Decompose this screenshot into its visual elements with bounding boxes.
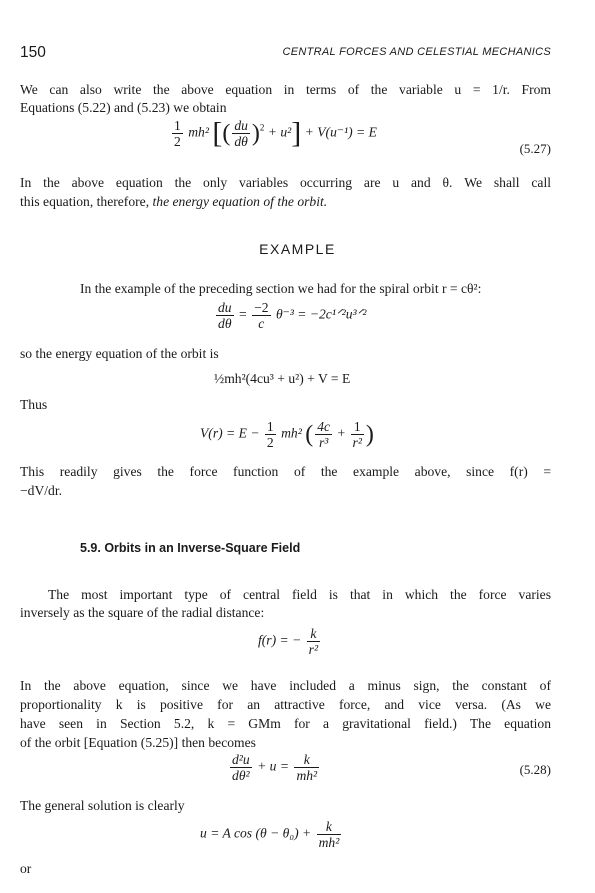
energy-equation-term: the energy equation of the orbit. [152, 194, 328, 209]
u-squared-term: + u² [267, 124, 292, 140]
paragraph-5-line-1: The general solution is clearly [20, 798, 185, 813]
equation-5-28: $\frac{\text{d²u}}{\text{dθ²}}$ + u = $\frac{k}{\text{mh²}}$ [232, 752, 318, 783]
so-line: so the energy equation of the orbit is [20, 346, 219, 361]
equation-number-5-27: (5.27) [519, 141, 551, 156]
general-solution-equation: u = A cos (θ − θ₀) + $\frac{k}{\text{mh²}}$ [200, 819, 340, 850]
page-number: 150 [20, 44, 46, 61]
half-fraction: $\frac{1}{2}$ [174, 118, 181, 149]
mh2-term: mh² [188, 124, 209, 140]
thus-line: Thus [20, 397, 48, 412]
example-equation-derivative: $\frac{du}{d\theta}$ = $\frac{-2}{c}$ θ⁻³ = −2c¹ᐟ²u³ᐟ² [218, 300, 367, 331]
potential-equation: V(r) = E − $\frac{1}{2}$ mh² ( $\frac{4c}{\text{r³}}$ + $\frac{1}{\text{r²}}$ ) [200, 419, 374, 450]
paragraph-4-line-3: have seen in Section 5.2, k = GMm for a gravitational field.) The equation [20, 716, 551, 731]
example-energy-equation: ½mh²(4cu³ + u²) + V = E [214, 371, 351, 386]
force-equation: f(r) = − $\frac{k}{\text{r²}}$ [258, 626, 319, 657]
running-title: CENTRAL FORCES AND CELESTIAL MECHANICS [282, 46, 551, 58]
paragraph-3-line-1: The most important type of central field is that in which the force varies [48, 587, 551, 602]
example-intro: In the example of the preceding section we had for the spiral orbit r = cθ²: [80, 281, 482, 296]
paragraph-4-line-2: proportionality k is positive for an attractive force, and vice versa. (As we [20, 697, 551, 712]
equation-5-27: $\frac{1}{2}$ mh² [( $\frac{du}{d\theta}$ )$^2$ + u²] + V(u⁻¹) = E [174, 116, 377, 150]
example-conclusion-line-1: This readily gives the force function of the example above, since f(r) = [20, 464, 551, 479]
paragraph-4-line-1: In the above equation, since we have included a minus sign, the constant of [20, 678, 551, 693]
paragraph-1-line-2: Equations (5.22) and (5.23) we obtain [20, 100, 227, 115]
equation-number-5-28: (5.28) [519, 762, 551, 777]
paragraph-1-line-1: We can also write the above equation in terms of the variable u = 1/r. From [20, 82, 551, 97]
example-heading: EXAMPLE [259, 241, 336, 257]
paragraph-4-line-4: of the orbit [Equation (5.25)] then becomes [20, 735, 256, 750]
potential-term: + V(u⁻¹) = E [304, 124, 377, 140]
du-dtheta-fraction: $\frac{du}{d\theta}$ [234, 118, 248, 149]
or-line: or [20, 861, 32, 876]
paragraph-2-line-2: this equation, therefore, the energy equation of the orbit. [20, 194, 328, 209]
paragraph-3-line-2: inversely as the square of the radial distance: [20, 605, 265, 620]
example-conclusion-line-2: −dV/dr. [20, 483, 63, 498]
paragraph-2-line-1: In the above equation the only variables occurring are u and θ. We shall call [20, 175, 551, 190]
section-heading: 5.9. Orbits in an Inverse-Square Field [80, 541, 301, 555]
